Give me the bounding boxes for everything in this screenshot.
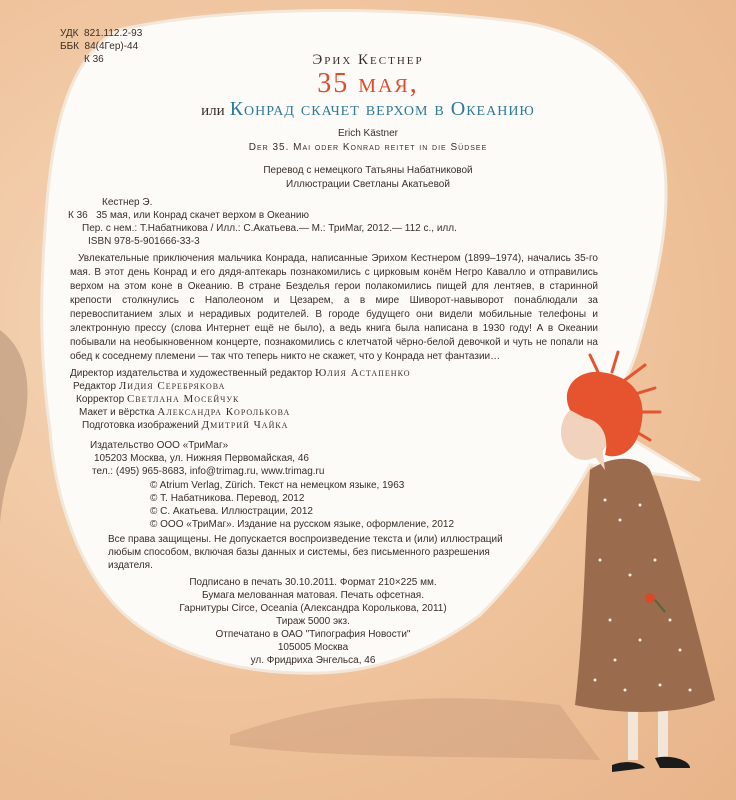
- annotation-text: Увлекательные приключения мальчика Конрада, написанные Эрихом Кестнером (1899–1974), начались 35-го мая. В этот день Конрад и его дядя-аптекарь познакомились с цирковым конём Негро Кавалло и отправились верхом на этом коне в Океанию. В стране Безделья герои полакомились пищей для лентяев, в старинной крепости столкнулись с Наполеоном и Цезарем, а в мире Шиворот-навыворот понаблюдали за перевоспитанием злых и нерадивых родителей. В городе будущего они видели мобильные телефоны и электронную прессу (слова Интернет ещё не было), а ведь книга была написана в 1930 году! А в Океании побывали на необыкновенном концерте, познакомились с клетчатой чёрно-белой девочкой и чуть не попали на обед к соседнему племени — так что теперь никто не скажет, что у Конрада нет фантазии…: [70, 253, 598, 362]
- illustrator-line: Иллюстрации Светланы Акатьевой: [286, 179, 450, 190]
- copyright-line: © Т. Набатникова. Перевод, 2012: [150, 493, 305, 504]
- bib-k-mark: К 36: [68, 210, 88, 221]
- bib-title-row: [68, 209, 457, 222]
- credit-role: Редактор: [73, 381, 117, 392]
- bib-details: Пер. с нем.: Т.Набатникова / Илл.: С.Акатьева.— М.: ТриМаг, 2012.— 112 с., илл.: [82, 223, 457, 234]
- bib-title: 35 мая, или Конрад скачет верхом в Океанию: [96, 210, 309, 221]
- original-info: [0, 127, 736, 155]
- credit-row: [70, 380, 411, 393]
- copyright-line: © С. Акатьева. Иллюстрации, 2012: [150, 506, 313, 517]
- imprint-line: Подписано в печать 30.10.2011. Формат 210×225 мм.: [189, 577, 437, 588]
- imprint-line: 105005 Москва: [277, 642, 349, 653]
- credit-row: [70, 367, 411, 380]
- girl-illustration: [561, 352, 715, 772]
- credit-role: Директор издательства и художественный редактор: [70, 368, 313, 379]
- credit-role: Макет и вёрстка: [79, 407, 155, 418]
- subtitle-prefix: или: [201, 103, 225, 119]
- author-mark: К 36: [84, 54, 104, 65]
- book-title: 35 мая,: [317, 68, 419, 99]
- credit-name: Светлана Мосейчук: [126, 393, 240, 405]
- publisher-name: Издательство ООО «ТриМаг»: [90, 440, 229, 451]
- credit-row: [70, 419, 411, 432]
- publisher-address: 105203 Москва, ул. Нижняя Первомайская, 46: [94, 453, 309, 464]
- rights-notice: Все права защищены. Не допускается воспроизведение текста и (или) иллюстраций любым способом, включая базы данных и системы, без письменного разрешения издателя.: [108, 534, 503, 571]
- copyright-line: © Atrium Verlag, Zürich. Текст на немецком языке, 1963: [150, 480, 405, 491]
- original-author: Erich Kästner: [337, 128, 399, 139]
- imprint-line: ул. Фридриха Энгельса, 46: [250, 655, 376, 666]
- translation-info: [0, 164, 736, 192]
- book-subtitle: Конрад скачет верхом в Океанию: [229, 98, 535, 120]
- credit-role: Корректор: [76, 394, 125, 405]
- original-title: Der 35. Mai oder Konrad reitet in die Südsee: [248, 142, 488, 153]
- imprint-line: Тираж 5000 экз.: [276, 616, 350, 627]
- imprint-line: Гарнитуры Circe, Oceania (Александра Королькова, 2011): [179, 603, 447, 614]
- credits-list: [70, 367, 411, 432]
- credit-row: [70, 393, 411, 406]
- copyright-line: © ООО «ТриМаг». Издание на русском языке, оформление, 2012: [150, 519, 455, 530]
- girl-shoe-left: [612, 762, 645, 772]
- girl-shadow: [230, 698, 600, 760]
- bib-author: Кестнер Э.: [102, 197, 153, 208]
- publisher-info: [90, 439, 324, 478]
- book-author: Эрих Кестнер: [312, 52, 424, 68]
- imprint-line: Бумага мелованная матовая. Печать офсетная.: [201, 590, 424, 601]
- credit-name: Александра Королькова: [157, 406, 291, 418]
- book-subtitle-line: [0, 98, 736, 121]
- credit-name: Юлия Астапенко: [315, 367, 411, 379]
- copyright-list: [150, 479, 454, 531]
- credit-row: [70, 406, 411, 419]
- credit-role: Подготовка изображений: [82, 420, 199, 431]
- bibliographic-record: [68, 196, 457, 235]
- isbn: ISBN 978-5-901666-33-3: [88, 236, 200, 247]
- translator-line: Перевод с немецкого Татьяны Набатниковой: [263, 165, 473, 176]
- udk-code: УДК 821.112.2-93: [60, 28, 143, 39]
- credit-name: Лидия Серебрякова: [118, 380, 226, 392]
- imprint-line: Отпечатано в ОАО "Типография Новости": [215, 629, 411, 640]
- girl-shoe-right: [655, 757, 690, 768]
- bbk-code: ББК 84(4Гер)-44: [60, 41, 139, 52]
- imprint-block: [0, 576, 736, 667]
- left-brush-stroke: [0, 330, 28, 560]
- publisher-contacts: тел.: (495) 965-8683, info@trimag.ru, www.trimag.ru: [92, 466, 325, 477]
- credit-name: Дмитрий Чайка: [201, 419, 289, 431]
